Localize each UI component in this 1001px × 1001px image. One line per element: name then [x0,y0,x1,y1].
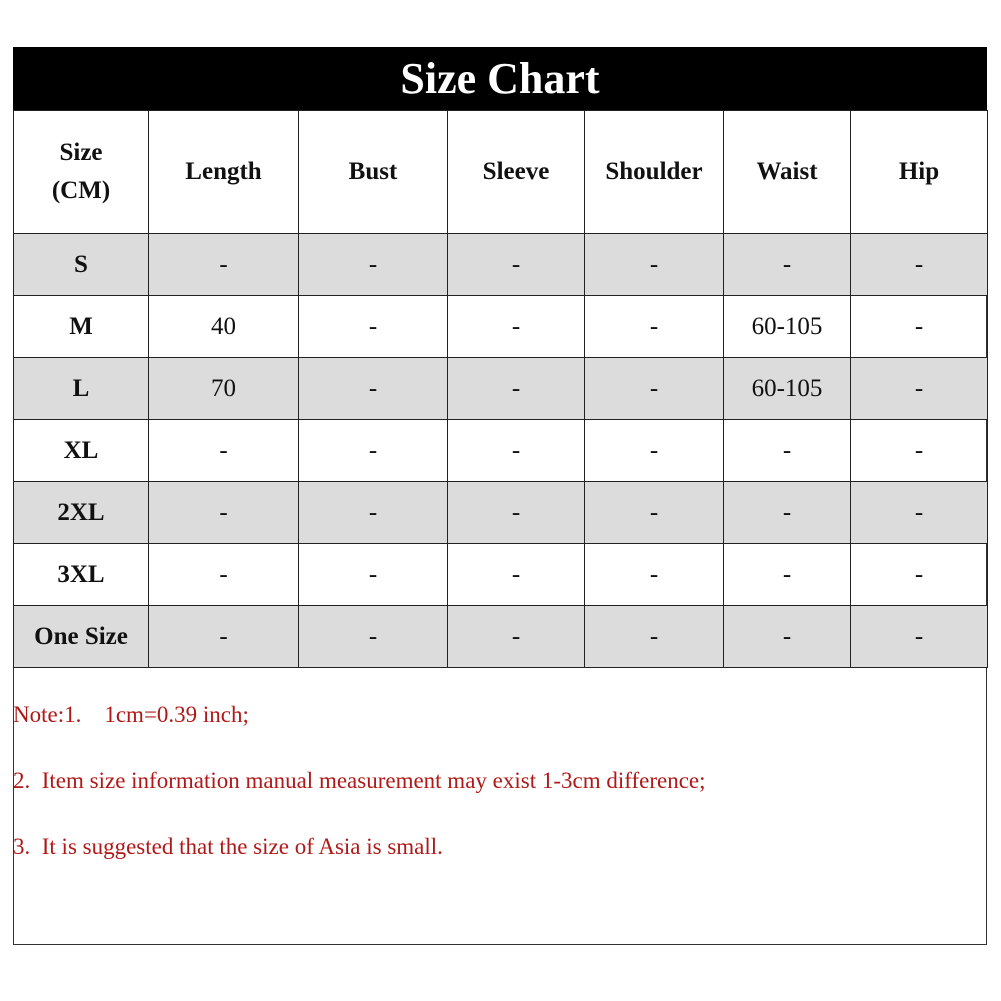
cell-shoulder: - [585,234,724,296]
cell-shoulder: - [585,544,724,606]
size-label-cell: XL [14,420,149,482]
cell-waist: - [724,482,851,544]
cell-length: - [149,234,299,296]
table-header-row [14,111,988,234]
size-header-line1: Size [59,139,103,166]
size-label-cell: M [14,296,149,358]
size-table [13,110,988,668]
size-label-cell: L [14,358,149,420]
cell-length: 70 [149,358,299,420]
notes-section [13,690,973,888]
size-header-line2: (CM) [51,177,111,204]
note-line-2: 2. Item size information manual measurement may exist 1-3cm difference; [13,768,706,793]
table-row [14,544,988,606]
cell-hip: - [851,606,988,668]
cell-bust: - [299,296,448,358]
cell-length: 40 [149,296,299,358]
column-header-hip: Hip [851,111,988,234]
cell-shoulder: - [585,296,724,358]
table-row [14,482,988,544]
cell-bust: - [299,544,448,606]
cell-length: - [149,544,299,606]
size-label-cell: One Size [14,606,149,668]
note-line-1: Note:1. 1cm=0.39 inch; [13,702,249,727]
cell-waist: - [724,420,851,482]
cell-waist: - [724,606,851,668]
cell-sleeve: - [448,482,585,544]
table-row [14,358,988,420]
cell-hip: - [851,358,988,420]
cell-hip: - [851,420,988,482]
cell-hip: - [851,482,988,544]
column-header-length: Length [149,111,299,234]
cell-length: - [149,420,299,482]
size-label-cell: S [14,234,149,296]
cell-waist: 60-105 [724,358,851,420]
table-row [14,606,988,668]
size-label-cell: 2XL [14,482,149,544]
cell-bust: - [299,234,448,296]
column-header-sleeve: Sleeve [448,111,585,234]
table-row [14,296,988,358]
cell-shoulder: - [585,606,724,668]
cell-bust: - [299,358,448,420]
cell-waist: - [724,234,851,296]
chart-title: Size Chart [13,47,987,110]
cell-sleeve: - [448,358,585,420]
cell-sleeve: - [448,606,585,668]
cell-hip: - [851,234,988,296]
cell-shoulder: - [585,420,724,482]
cell-length: - [149,606,299,668]
column-header-waist: Waist [724,111,851,234]
column-header-shoulder: Shoulder [585,111,724,234]
cell-sleeve: - [448,420,585,482]
cell-bust: - [299,420,448,482]
cell-sleeve: - [448,544,585,606]
size-label-cell: 3XL [14,544,149,606]
cell-shoulder: - [585,482,724,544]
cell-sleeve: - [448,296,585,358]
table-row [14,234,988,296]
cell-hip: - [851,296,988,358]
cell-hip: - [851,544,988,606]
cell-bust: - [299,482,448,544]
cell-sleeve: - [448,234,585,296]
size-column-header [14,111,149,234]
cell-bust: - [299,606,448,668]
cell-waist: 60-105 [724,296,851,358]
cell-waist: - [724,544,851,606]
column-header-bust: Bust [299,111,448,234]
cell-length: - [149,482,299,544]
cell-shoulder: - [585,358,724,420]
note-line-3: 3. It is suggested that the size of Asia is small. [13,834,443,859]
table-row [14,420,988,482]
